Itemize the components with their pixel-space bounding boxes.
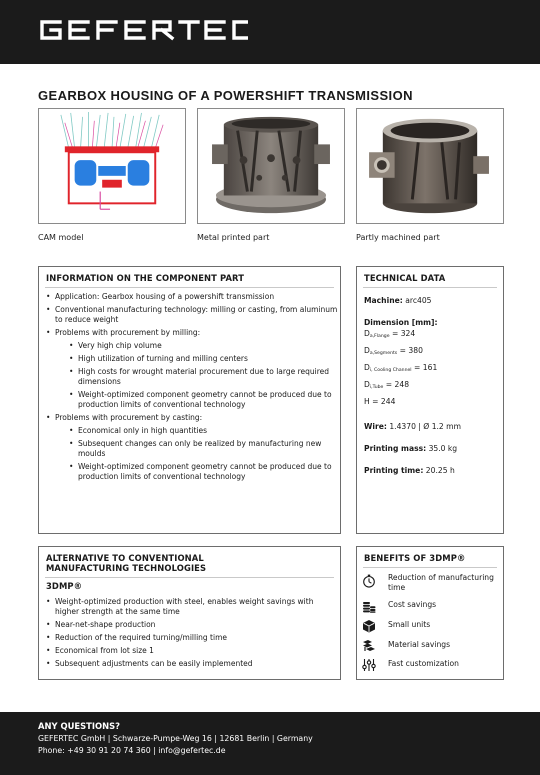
footer-address: GEFERTEC GmbH | Schwarze-Pumpe-Weg 16 | 12681 Berlin | Germany: [38, 734, 313, 743]
list-item: [46, 328, 338, 410]
list-item: • Economical from lot size 1: [46, 646, 338, 656]
list-item: • Subsequent adjustments can be easily implemented: [46, 659, 338, 669]
caption-cam-model: CAM model: [38, 233, 84, 242]
alternative-list: [46, 597, 338, 672]
list-item: • Near-net-shape production: [46, 620, 338, 630]
divider: [363, 287, 497, 288]
coins-icon: [362, 599, 376, 613]
benefit-label: Reduction of manufacturing time: [388, 573, 494, 592]
list-item: • Weight-optimized component geometry cannot be produced due to production limits of conventional technology: [69, 462, 338, 482]
list-item: • Subsequent changes can only be realized by manufacturing new moulds: [69, 439, 338, 459]
divider: [45, 577, 334, 578]
benefit-label: Cost savings: [388, 600, 437, 609]
divider: [45, 287, 334, 288]
stopwatch-icon: [362, 574, 376, 588]
alternative-heading: ALTERNATIVE TO CONVENTIONAL MANUFACTURING TECHNOLOGIES: [46, 553, 207, 573]
printing-mass-row: [364, 444, 457, 454]
dimension-row: $D_{i, Cooling Channel} = 161$: [364, 363, 438, 373]
metal-printed-part-image: [197, 108, 345, 224]
list-item: • High utilization of turning and milling centers: [69, 354, 338, 364]
cam-model-image: [38, 108, 186, 224]
list-item: • Economical only in high quantities: [69, 426, 338, 436]
sliders-icon: [362, 658, 376, 672]
information-heading: INFORMATION ON THE COMPONENT PART: [46, 273, 245, 283]
caption-partly-machined-part: Partly machined part: [356, 233, 440, 242]
wire-label: Wire:: [364, 422, 387, 431]
printing-time-label: Printing time:: [364, 466, 424, 475]
gefertec-logo: [38, 17, 248, 43]
footer-question: ANY QUESTIONS?: [38, 721, 120, 731]
footer-bar: [0, 712, 540, 775]
dimension-label: Dimension [mm]:: [364, 318, 438, 327]
benefit-label: Material savings: [388, 640, 451, 649]
dimension-row: $D_{i,Tube} = 248$: [364, 380, 410, 390]
technical-data-box: [356, 266, 504, 534]
printing-time-row: [364, 466, 455, 476]
printing-mass-value: 35.0 kg: [428, 444, 458, 453]
information-box: [38, 266, 341, 534]
machine-label: Machine:: [364, 296, 403, 305]
caption-metal-printed-part: Metal printed part: [197, 233, 270, 242]
list-item: • Weight-optimized component geometry cannot be produced due to production limits of conventional technology: [69, 390, 338, 410]
list-item-label: Problems with procurement by casting:: [55, 413, 203, 422]
machine-row: [364, 296, 432, 306]
list-item: [46, 413, 338, 482]
list-item: • Very high chip volume: [69, 341, 338, 351]
list-item: • Weight-optimized production with steel, enables weight savings with higher strength at the same time: [46, 597, 338, 617]
dimension-row: $D_{a,Flange} = 324$: [364, 329, 416, 339]
printing-mass-label: Printing mass:: [364, 444, 427, 453]
technical-heading: TECHNICAL DATA: [364, 273, 446, 283]
list-item: • Conventional manufacturing technology: milling or casting, from aluminum to reduce weight: [46, 305, 338, 325]
cube-icon: [362, 619, 376, 633]
machine-value: arc405: [405, 296, 432, 305]
list-item: • Reduction of the required turning/milling time: [46, 633, 338, 643]
divider: [363, 567, 497, 568]
list-item: • Application: Gearbox housing of a powershift transmission: [46, 292, 338, 302]
alternative-subheading: 3DMP®: [46, 581, 83, 591]
information-list: [46, 292, 338, 485]
alternative-box: [38, 546, 341, 680]
list-item: • High costs for wrought material procurement due to large required dimensions: [69, 367, 338, 387]
page-title: GEARBOX HOUSING OF A POWERSHIFT TRANSMISSION: [38, 88, 413, 103]
benefits-heading: BENEFITS OF 3DMP®: [364, 553, 466, 563]
wire-row: [364, 422, 461, 432]
dimension-row: $D_{a,Segments} = 380$: [364, 346, 423, 356]
material-icon: [362, 639, 376, 653]
dimension-row: H = 244: [364, 397, 396, 406]
wire-value: 1.4370 | Ø 1.2 mm: [389, 422, 461, 431]
list-item-label: Problems with procurement by milling:: [55, 328, 201, 337]
footer-contact[interactable]: Phone: +49 30 91 20 74 360 | info@gefertec.de: [38, 746, 226, 755]
partly-machined-part-image: [356, 108, 504, 224]
printing-time-value: 20.25 h: [425, 466, 455, 475]
benefit-label: Small units: [388, 620, 431, 629]
benefit-label: Fast customization: [388, 659, 459, 668]
casting-problems-list: [69, 426, 338, 482]
milling-problems-list: [69, 341, 338, 410]
header-bar: [0, 0, 540, 64]
